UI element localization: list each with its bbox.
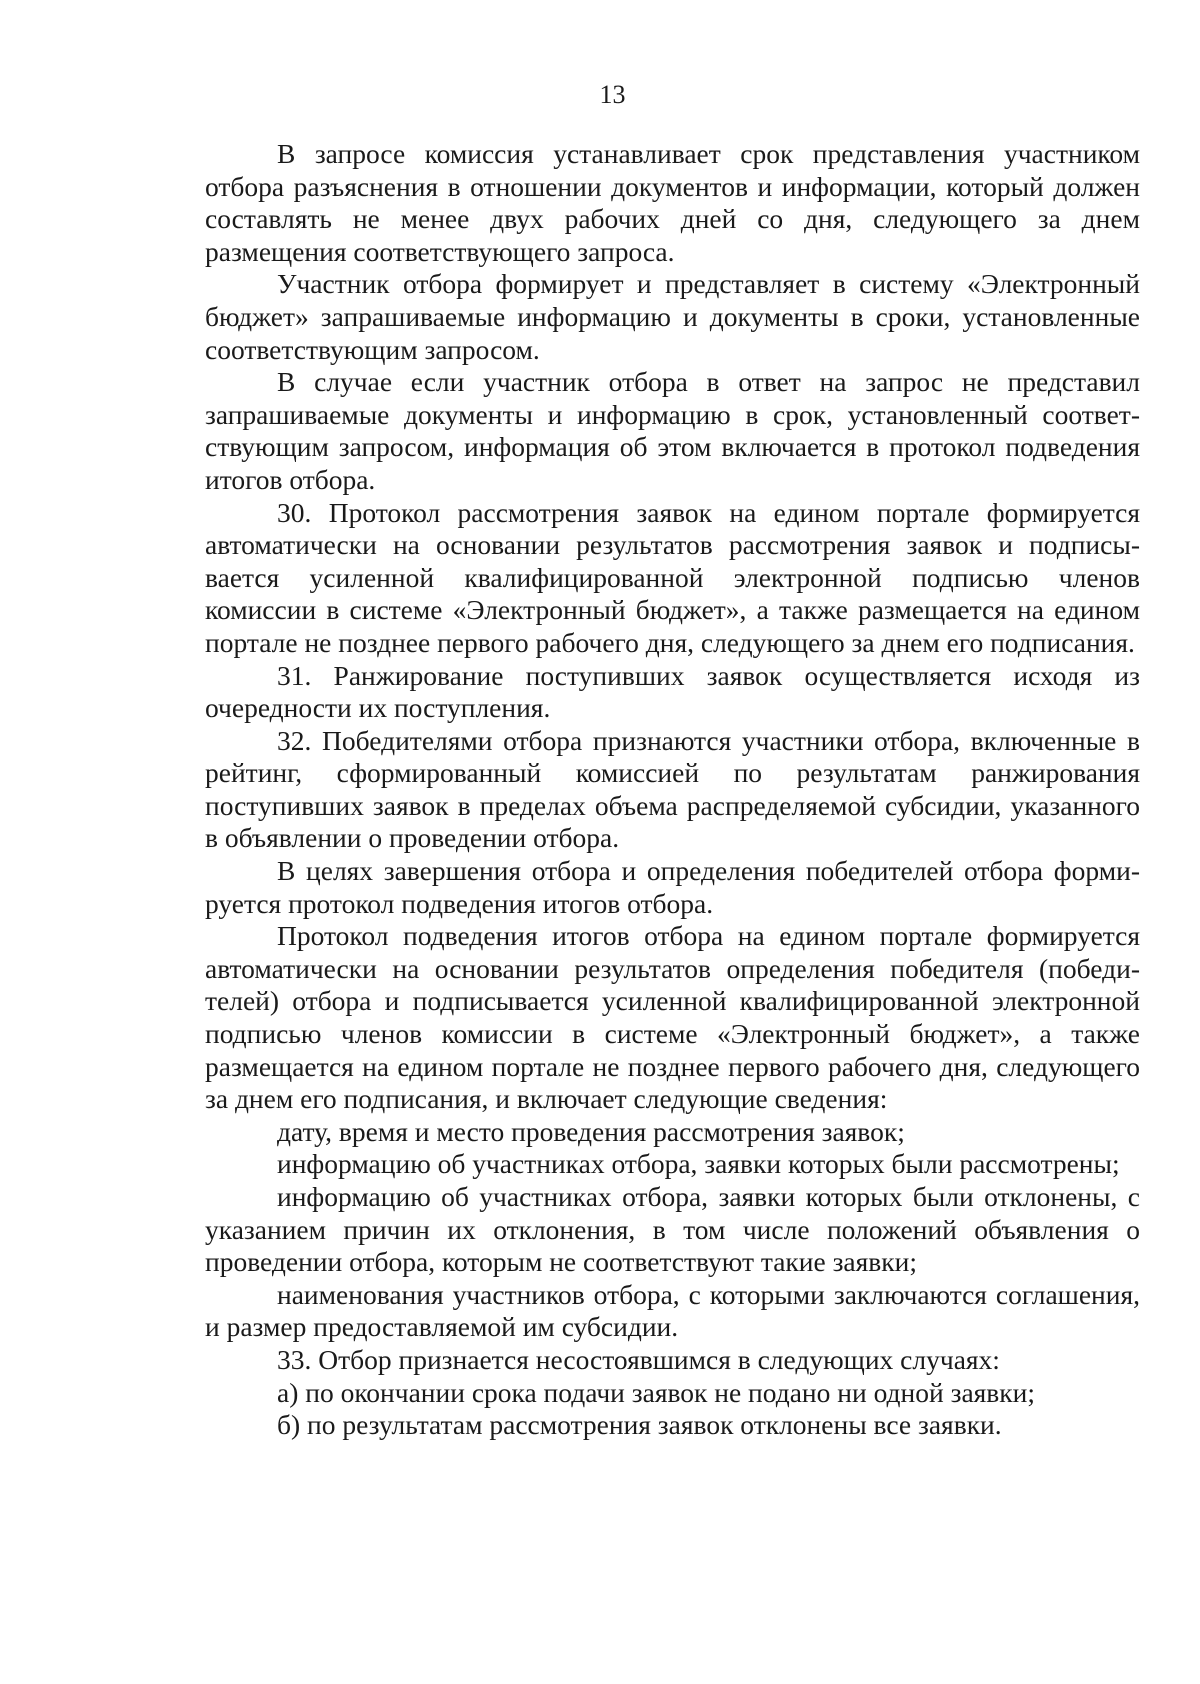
paragraph: В запросе комиссия устанавливает срок представления участником отбора разъяснения в отношении документов и информации, который должен составлять не менее двух рабочих дней со дня, следующего за днем размещения соответствующего запроса.	[205, 138, 1140, 267]
list-item: б) по результатам рассмотрения заявок отклонены все заявки.	[277, 1409, 1002, 1441]
paragraph-item-33: 33. Отбор признается несостоявшимся в следующих случаях:	[277, 1343, 1000, 1375]
paragraph-item-31: 31. Ранжирование поступивших заявок осуществляется исходя из очередности их поступления.	[205, 659, 1140, 724]
list-item: информацию об участниках отбора, заявки которых были отклонены, с указанием причин их отклонения, в том числе положений объявления о проведении отбора, которым не соответствуют такие заявки;	[205, 1181, 1140, 1278]
page-number: 13	[599, 80, 626, 109]
paragraph-item-32: 32. Победителями отбора признаются участники отбора, включенные в рейтинг, сформированный комиссией по результатам ранжирования поступивших заявок в пределах объема распределяемой субсидии, указанного в объявлении о проведении отбора.	[205, 724, 1140, 854]
paragraph: В случае если участник отбора в ответ на запрос не представил запрашиваемые документы и информацию в срок, установленный соответствующим запросом, информация об этом включается в протокол подведения итогов отбора.	[205, 366, 1140, 495]
list-item: дату, время и место проведения рассмотрения заявок;	[277, 1115, 905, 1147]
document-body	[205, 138, 1140, 1442]
paragraph: Протокол подведения итогов отбора на едином портале формируется автоматически на основании результатов определения победителя (победителей) отбора и подписывается усиленной квалифицированной электронной подписью членов комиссии в системе «Электронный бюджет», а также размещается на едином портале не позднее первого рабочего дня, следующего за днем его подписания, и включает следующие сведения:	[205, 920, 1140, 1115]
list-item: а) по окончании срока подачи заявок не подано ни одной заявки;	[277, 1376, 1035, 1408]
paragraph: Участник отбора формирует и представляет в систему «Электронный бюджет» запрашиваемые информацию и документы в сроки, установленные соответствующим запросом.	[205, 268, 1140, 365]
list-item: информацию об участниках отбора, заявки которых были рассмотрены;	[277, 1148, 1120, 1180]
paragraph-item-30: 30. Протокол рассмотрения заявок на едином портале формируется автоматически на основании результатов рассмотрения заявок и подписывается усиленной квалифицированной электронной подписью членов комиссии в системе «Электронный бюджет», а также размещается на едином портале не позднее первого рабочего дня, следующего за днем его подписания.	[205, 496, 1140, 658]
list-item: наименования участников отбора, с которыми заключаются соглашения, и размер предоставляемой им субсидии.	[205, 1278, 1140, 1343]
paragraph: В целях завершения отбора и определения победителей отбора формируется протокол подведения итогов отбора.	[205, 855, 1140, 919]
